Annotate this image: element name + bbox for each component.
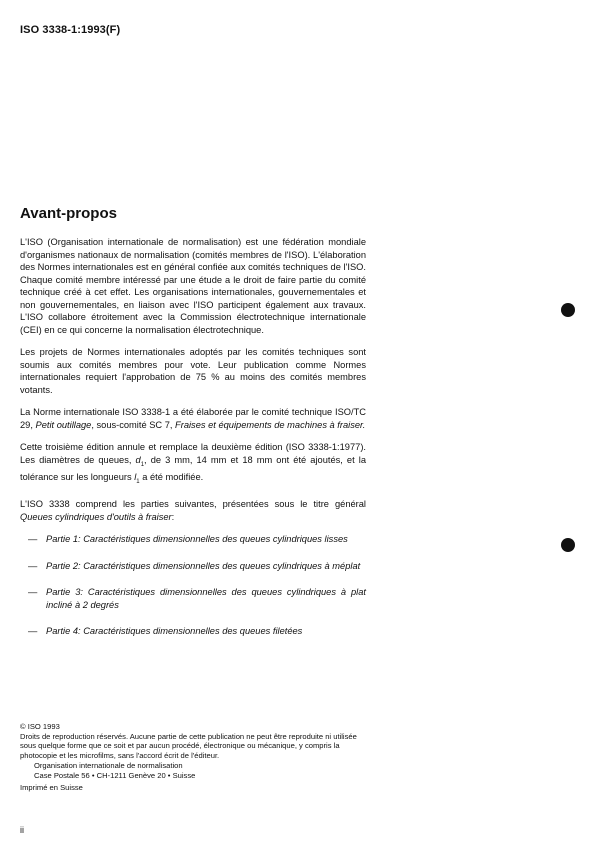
document-id-header: ISO 3338-1:1993(F) bbox=[20, 24, 121, 36]
paragraph-parts-intro bbox=[20, 498, 366, 523]
edition-text-c: a été modifiée. bbox=[139, 471, 204, 482]
list-dash: — bbox=[28, 587, 38, 598]
parts-intro-text-a: L'ISO 3338 comprend les parties suivantes, présentées sous le titre général bbox=[20, 499, 366, 510]
paragraph-edition bbox=[20, 441, 366, 488]
subcommittee-name: Fraises et équipements de machines à fraiser. bbox=[175, 419, 366, 430]
parts-list bbox=[20, 533, 366, 638]
paragraph-iso-intro: L'ISO (Organisation internationale de normalisation) est une fédération mondiale d'organismes nationaux de normalisation (comités membres de l'ISO). L'élaboration des Normes internationales est en général confiée aux comités techniques de l'ISO. Chaque comité membre intéressé par une étude a le droit de faire partie du comité technique créé à cet effet. Les organisations internationales, gouvernementales et non gouvernementales, en liaison avec l'ISO participent également aux travaux. L'ISO collabore étroitement avec la Commission électrotechnique internationale (CEI) en ce qui concerne la normalisation électrotechnique. bbox=[20, 237, 366, 335]
copyright-line: © ISO 1993 bbox=[20, 722, 60, 731]
diameter-subscript: 1 bbox=[140, 461, 145, 468]
paragraph-voting: Les projets de Normes internationales adoptés par les comités techniques sont soumis aux comités membres pour vote. Leur publication comme Normes internationales requiert l'approbation de 75 % au moins des comités membres votants. bbox=[20, 347, 366, 395]
list-item-text: Partie 2: Caractéristiques dimensionnelles des queues cylindriques à méplat bbox=[46, 560, 361, 571]
list-dash: — bbox=[28, 534, 38, 545]
list-item bbox=[20, 625, 366, 638]
edition-text-b: , de 3 mm, 14 mm et 18 mm ont été ajoutés, et la tolérance sur les longueurs bbox=[20, 454, 366, 482]
list-item bbox=[20, 560, 366, 573]
list-dash: — bbox=[28, 560, 38, 571]
list-item bbox=[20, 533, 366, 546]
series-title: Queues cylindriques d'outils à fraiser bbox=[20, 511, 172, 522]
page-number: ii bbox=[20, 825, 24, 835]
length-subscript: 1 bbox=[136, 478, 140, 485]
publisher-address: Case Postale 56 • CH-1211 Genève 20 • Suisse bbox=[34, 770, 196, 780]
rights-statement: Droits de reproduction réservés. Aucune partie de cette publication ne peut être reproduite ni utilisée sous quelque forme que ce soit et par aucun procédé, électronique ou mécanique, y compris la photocopie et les microfilms, sans l'accord écrit de l'éditeur. bbox=[20, 731, 357, 761]
publisher-name: Organisation internationale de normalisation bbox=[34, 760, 183, 770]
list-item bbox=[20, 586, 366, 611]
parts-intro-text-c: : bbox=[171, 511, 175, 522]
committee-text-c: , sous-comité SC 7, bbox=[91, 419, 176, 430]
list-item-text: Partie 3: Caractéristiques dimensionnelles des queues cylindriques à plat incliné à 2 degrés bbox=[46, 587, 366, 610]
copyright-block bbox=[20, 722, 370, 780]
section-title: Avant-propos bbox=[20, 205, 117, 222]
diameter-symbol: d bbox=[135, 454, 141, 465]
margin-mark-bullet-icon bbox=[561, 303, 575, 317]
imprint-line: Imprimé en Suisse bbox=[20, 783, 83, 792]
foreword-body bbox=[20, 236, 366, 652]
edition-text-a: Cette troisième édition annule et remplace la deuxième édition (ISO 3338-1:1977). Les diamètres de queues, bbox=[20, 442, 366, 465]
paragraph-committee bbox=[20, 406, 366, 431]
list-dash: — bbox=[28, 626, 38, 637]
list-item-text: Partie 1: Caractéristiques dimensionnelles des queues cylindriques lisses bbox=[46, 534, 348, 545]
margin-mark-bullet-icon bbox=[561, 538, 575, 552]
committee-name: Petit outillage bbox=[35, 419, 92, 430]
length-symbol: l bbox=[134, 471, 137, 482]
committee-text-a: La Norme internationale ISO 3338-1 a été élaborée par le comité technique ISO/TC 29, bbox=[20, 407, 366, 430]
list-item-text: Partie 4: Caractéristiques dimensionnelles des queues filetées bbox=[46, 626, 303, 637]
